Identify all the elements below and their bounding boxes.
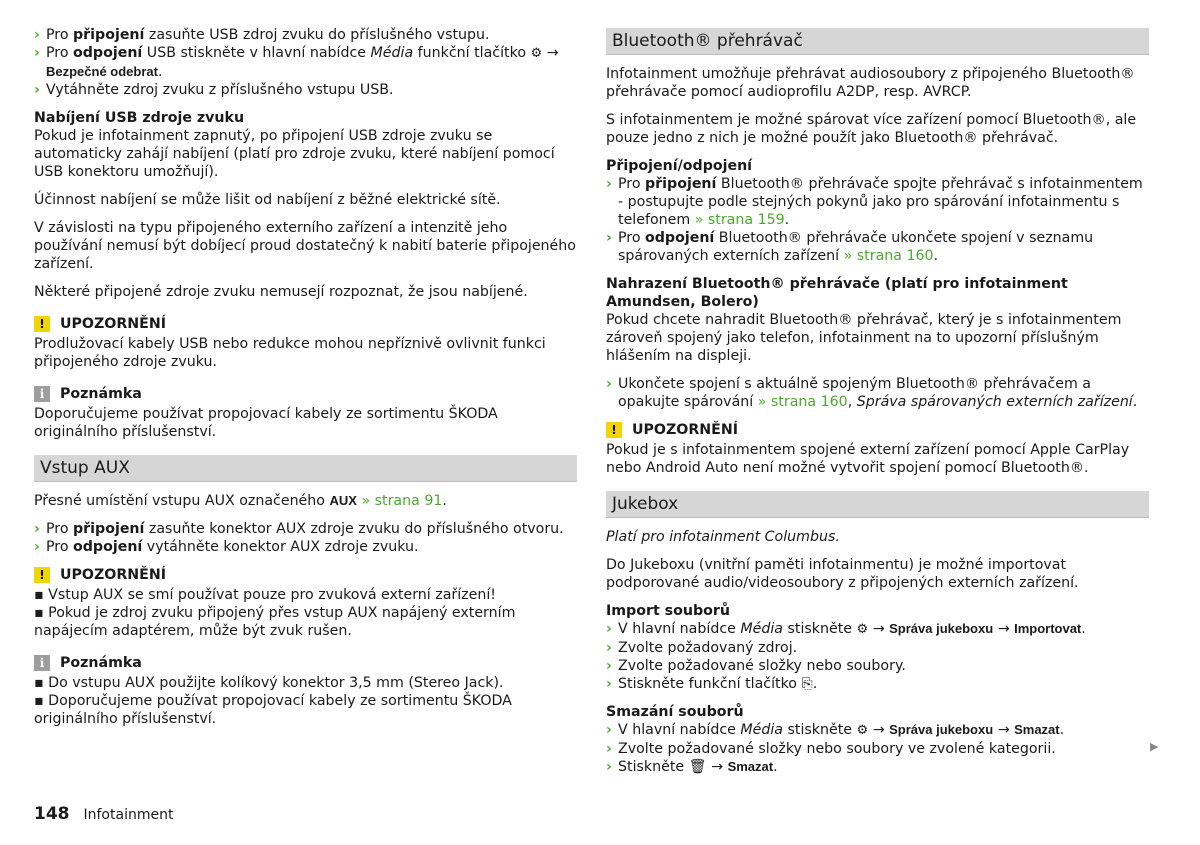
bullet-icon: ▪ [34,587,44,603]
bullet-item: ▪ Doporučujeme používat propojovací kabely ze sortimentu ŠKODA originálního příslušenství. [34,693,512,727]
bt-paragraph-2: S infotainmentem je možné spárovat více zařízení pomocí Bluetooth®, ale pouze jedno z nich je možné použít jako Bluetooth® přehrávač. [606,112,1137,146]
next-page-icon: ▶ [1150,740,1159,753]
link-page-91[interactable]: » strana 91 [356,493,443,509]
step-arrow-icon: › [606,658,612,674]
step-arrow-icon: › [606,676,612,692]
step-arrow-icon: › [606,176,612,192]
menu-safe-remove: Bezpečné odebrat [46,64,158,79]
info-icon: i [34,655,50,671]
charging-paragraph-3: V závislosti na typu připojeného externího zařízení a intenzitě jeho používání nemusí být dobíjecí proud dostatečný k nabití baterie připojeného zařízení. [34,220,576,272]
step-arrow-icon: › [606,722,612,738]
section-title-bluetooth: Bluetooth® přehrávač [606,28,1149,55]
page-footer [34,805,173,824]
bt-paragraph-1: Infotainment umožňuje přehrávat audiosoubory z připojeného Bluetooth® přehrávače pomocí audioprofilu A2DP, resp. AVRCP. [606,66,1135,100]
trash-icon: 🗑 [688,759,707,775]
aux-mark: AUX [329,493,357,508]
warning-usb: ! UPOZORNĚNÍ Prodlužovací kabely USB nebo redukce mohou nepříznivě ovlivnit funkci připojeného zdroje zvuku. [34,316,546,370]
link-page-159[interactable]: » strana 159 [690,212,785,228]
import-step-1: › V hlavní nabídce Média stiskněte ⚙ → Správa jukeboxu → Importovat. [606,621,1086,637]
step-arrow-icon: › [606,230,612,246]
replace-step: › Ukončete spojení s aktuálně spojeným Bluetooth® přehrávačem a opakujte spárování » strana 160, Správa spárovaných externích zařízení. [606,376,1138,410]
aux-location: Přesné umístění vstupu AUX označeného AUX » strana 91. [34,493,447,509]
left-column [34,26,577,742]
bullet-icon: ▪ [34,605,44,621]
note-aux: i Poznámka ▪ Do vstupu AUX použijte kolíkový konektor 3,5 mm (Stereo Jack). ▪ Doporučujeme používat propojovací kabely ze sortimentu ŠKODA originálního příslušenství. [34,654,577,728]
bullet-item: ▪ Pokud je zdroj zvuku připojený přes vstup AUX napájený externím napájecím adaptérem, může být zvuk rušen. [34,605,516,639]
charging-title: Nabíjení USB zdroje zvuku [34,110,245,126]
bt-step-connect: › Pro připojení Bluetooth® přehrávače spojte přehrávač s infotainmentem - postupujte podle stejných pokynů jako pro spárování infotainmentu s telefonem » strana 159. [606,176,1143,228]
aux-steps [34,520,577,556]
replace-title: Nahrazení Bluetooth® přehrávače (platí pro infotainment Amundsen, Bolero) [606,276,1068,310]
jukebox-paragraph: Do Jukeboxu (vnitřní paměti infotainmentu) je možné importovat podporované audio/videosoubory z připojených externích zařízení. [606,557,1079,591]
delete-step-1: › V hlavní nabídce Média stiskněte ⚙ → Správa jukeboxu → Smazat. [606,722,1065,738]
step-arrow-icon: › [606,741,612,757]
import-steps [606,620,1149,693]
import-step-2: › Zvolte požadovaný zdroj. [606,640,798,656]
step-arrow-icon: › [606,621,612,637]
section-title-jukebox: Jukebox [606,491,1149,518]
delete-steps [606,721,1149,776]
step-arrow-icon: › [34,45,40,61]
info-icon: i [34,386,50,402]
connection-title: Připojení/odpojení [606,158,753,174]
import-step-4: › Stiskněte funkční tlačítko ⎘. [606,676,818,692]
section-title-aux: Vstup AUX [34,455,577,482]
warning-aux: ! UPOZORNĚNÍ ▪ Vstup AUX se smí používat pouze pro zvuková externí zařízení! ▪ Pokud je zdroj zvuku připojený přes vstup AUX napájený externím napájecím adaptérem, může být zvuk rušen. [34,566,577,640]
usb-step-remove: › Vytáhněte zdroj zvuku z příslušného vstupu USB. [34,82,394,98]
charging-paragraph-1: Pokud je infotainment zapnutý, po připojení USB zdroje zvuku se automaticky zahájí nabíjení (platí pro zdroje zvuku, které nabíjení pomocí USB konektoru umožňují). [34,128,555,180]
footer-section: Infotainment [83,807,174,823]
step-arrow-icon: › [606,640,612,656]
page-number: 148 [34,804,70,824]
bullet-item: ▪ Vstup AUX se smí používat pouze pro zvuková externí zařízení! [34,587,496,603]
warning-bluetooth: ! UPOZORNĚNÍ Pokud je s infotainmentem spojené externí zařízení pomocí Apple CarPlay nebo Android Auto není možné vytvořit spojení pomocí Bluetooth®. [606,422,1130,476]
link-page-160[interactable]: » strana 160 [753,394,848,410]
usb-step-connect: › Pro připojení zasuňte USB zdroj zvuku do příslušného vstupu. [34,27,490,43]
charging-paragraph-2: Účinnost nabíjení se může lišit od nabíjení z běžné elektrické sítě. [34,192,501,208]
delete-step-3: › Stiskněte 🗑 → Smazat. [606,759,778,775]
gear-icon: ⚙ [530,46,543,61]
delete-step-2: › Zvolte požadované složky nebo soubory ve zvolené kategorii. [606,741,1056,757]
replace-paragraph: Pokud chcete nahradit Bluetooth® přehrávač, který je s infotainmentem zároveň spojený jako telefon, infotainment na to upozorní příslušným hlášením na displeji. [606,312,1122,364]
aux-step-disconnect: › Pro odpojení vytáhněte konektor AUX zdroje zvuku. [34,539,419,555]
usb-steps [34,26,577,99]
note-usb: i Poznámka Doporučujeme používat propojovací kabely ze sortimentu ŠKODA originálního příslušenství. [34,386,498,440]
aux-step-connect: › Pro připojení zasuňte konektor AUX zdroje zvuku do příslušného otvoru. [34,521,564,537]
right-column [606,26,1149,786]
step-arrow-icon: › [34,27,40,43]
gear-icon: ⚙ [856,622,869,637]
replace-steps [606,375,1149,411]
import-title: Import souborů [606,603,730,619]
import-step-3: › Zvolte požadované složky nebo soubory. [606,658,906,674]
connection-steps [606,175,1149,265]
delete-title: Smazání souborů [606,704,744,720]
step-arrow-icon: › [34,82,40,98]
step-arrow-icon: › [606,376,612,392]
warning-icon: ! [34,316,50,332]
step-arrow-icon: › [606,759,612,775]
link-page-160[interactable]: » strana 160 [839,248,934,264]
step-arrow-icon: › [34,521,40,537]
warning-icon: ! [606,422,622,438]
warning-icon: ! [34,567,50,583]
charging-paragraph-4: Některé připojené zdroje zvuku nemusejí rozpoznat, že jsou nabíjené. [34,284,528,300]
step-arrow-icon: › [34,539,40,555]
bullet-icon: ▪ [34,693,44,709]
bullet-icon: ▪ [34,675,44,691]
jukebox-validity: Platí pro infotainment Columbus. [606,529,840,545]
gear-icon: ⚙ [856,723,869,738]
bullet-item: ▪ Do vstupu AUX použijte kolíkový konektor 3,5 mm (Stereo Jack). [34,675,504,691]
import-icon: ⎘ [801,676,813,692]
usb-step-disconnect: › Pro odpojení USB stiskněte v hlavní nabídce Média funkční tlačítko ⚙ → Bezpečné odebrat. [34,45,559,80]
bt-step-disconnect: › Pro odpojení Bluetooth® přehrávače ukončete spojení v seznamu spárovaných externích zařízení » strana 160. [606,230,1094,264]
